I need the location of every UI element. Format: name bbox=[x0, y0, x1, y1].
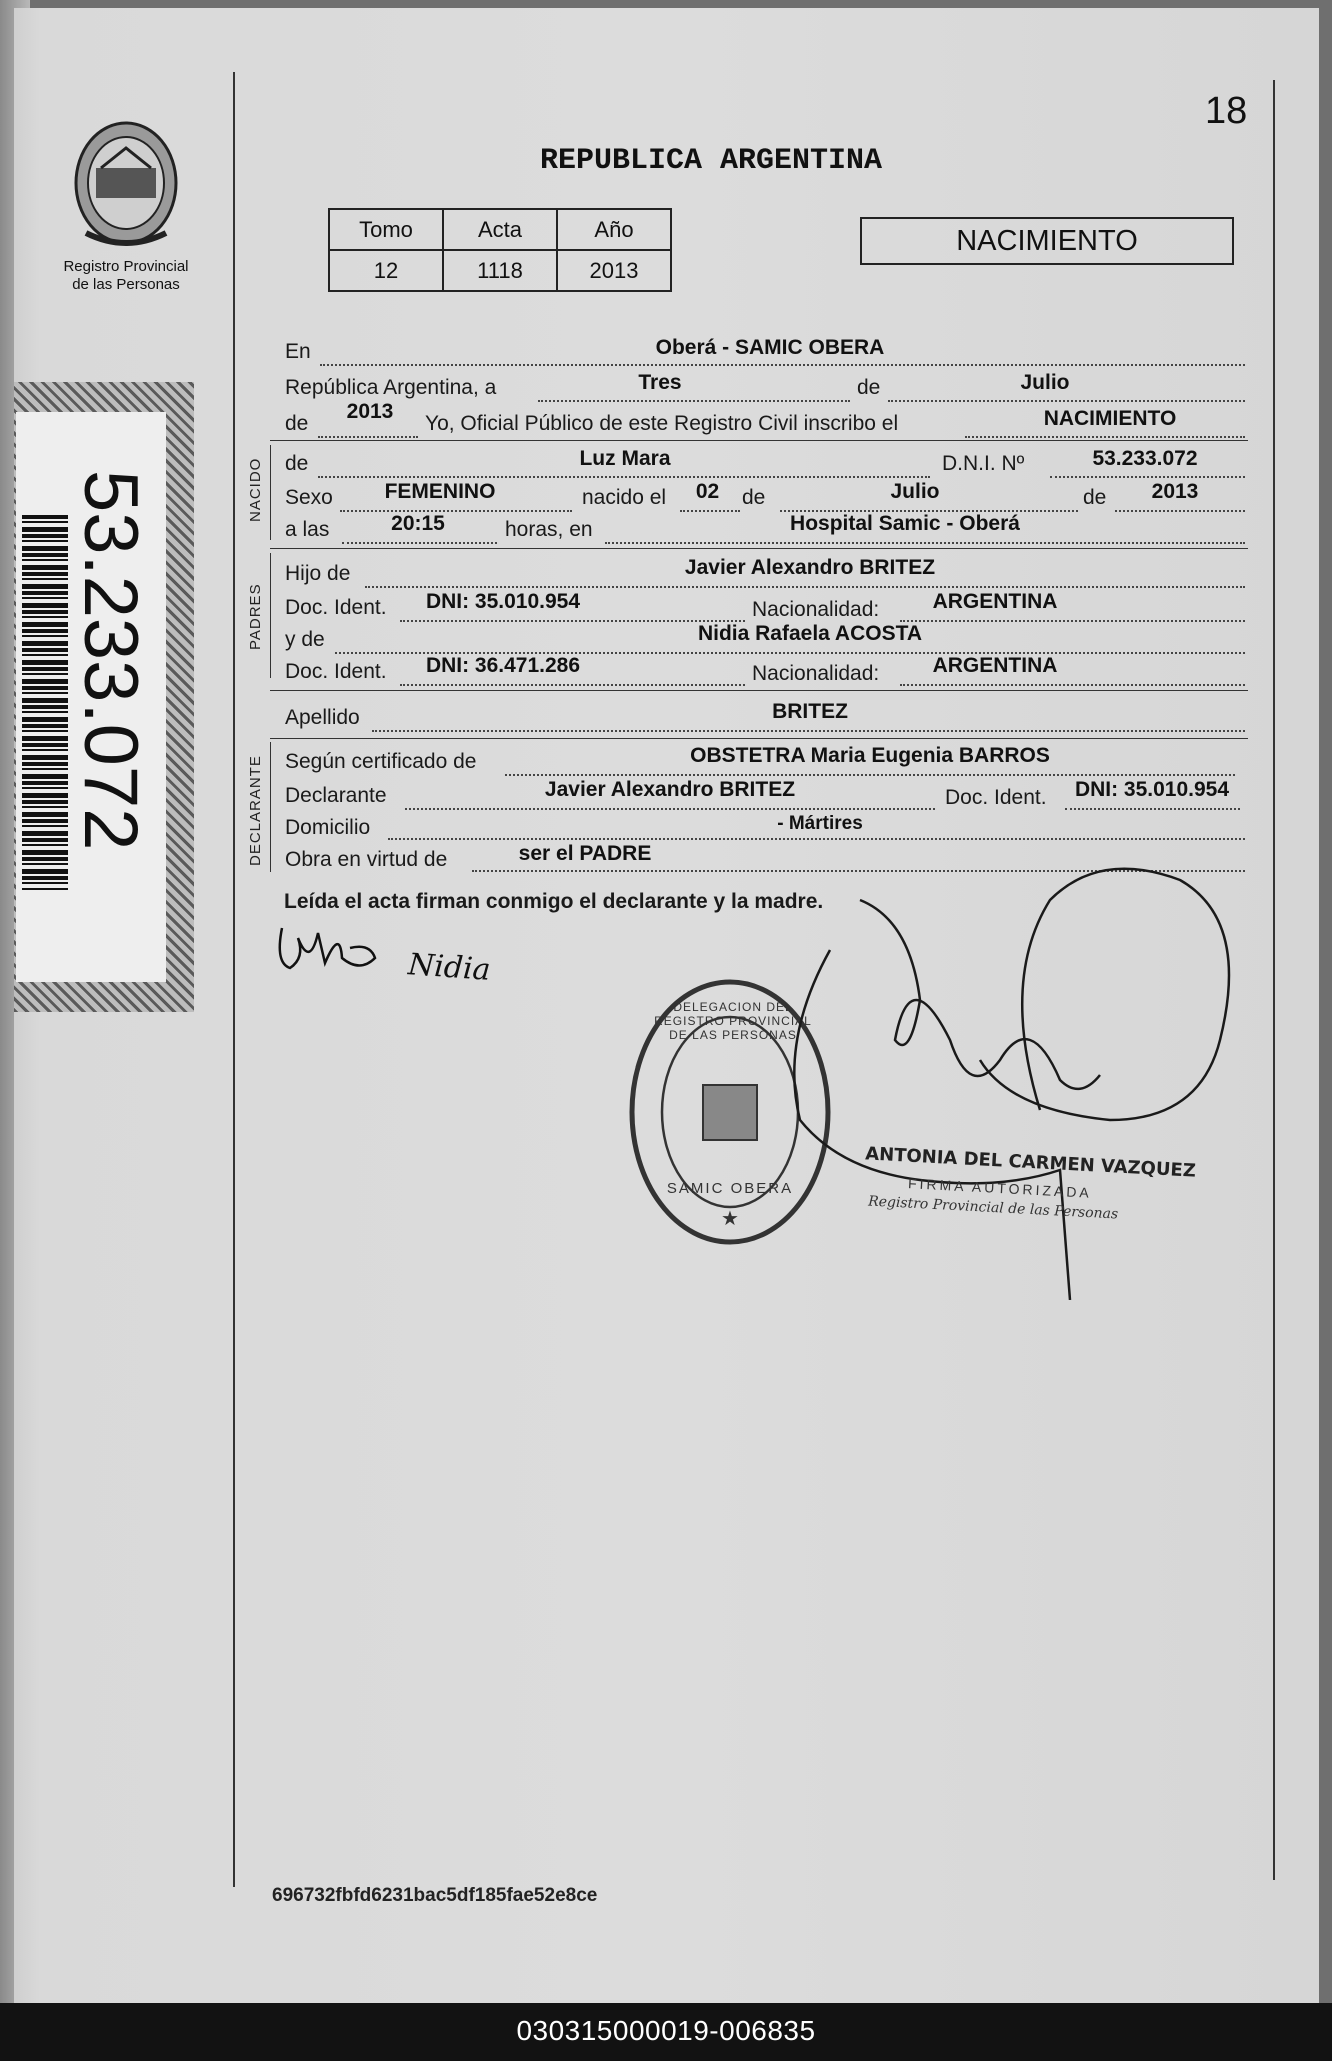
declarante-doc: DNI: 35.010.954 bbox=[1074, 778, 1230, 801]
obra-label: Obra en virtud de bbox=[285, 848, 448, 871]
anio-value: 2013 bbox=[346, 400, 394, 423]
apellido-label: Apellido bbox=[285, 706, 360, 729]
closing-text: Leída el acta firman conmigo el declarante y la madre. bbox=[284, 890, 824, 913]
madre-doc-label: Doc. Ident. bbox=[285, 660, 387, 683]
alas-label: a las bbox=[285, 518, 330, 541]
declarante-doc-dots bbox=[1065, 808, 1240, 810]
madre-doc: DNI: 36.471.286 bbox=[425, 654, 581, 677]
nacido-mes: Julio bbox=[890, 480, 940, 503]
nacido-de-label: de bbox=[285, 452, 309, 475]
nacido-section-label: NACIDO bbox=[247, 457, 264, 522]
mes-dots bbox=[888, 400, 1245, 402]
oficial-text: Yo, Oficial Público de este Registro Civil inscribo el bbox=[425, 412, 899, 435]
sexo-label: Sexo bbox=[285, 486, 333, 509]
document-hash: 696732fbfd6231bac5df185fae52e8ce bbox=[272, 1885, 598, 1906]
nacido-dia: 02 bbox=[695, 480, 720, 503]
stamp-official-office: Registro Provincial de las Personas bbox=[867, 1193, 1119, 1223]
inscribo-value: NACIMIENTO bbox=[1043, 407, 1177, 430]
madre-nac-dots bbox=[900, 684, 1245, 686]
horas-en-label: horas, en bbox=[505, 518, 593, 541]
nacido-de-label-2: de bbox=[742, 486, 766, 509]
segun-label: Según certificado de bbox=[285, 750, 477, 773]
madre-doc-dots bbox=[400, 684, 745, 686]
signature-madre: Nidia bbox=[406, 947, 492, 988]
nacido-bracket bbox=[270, 445, 271, 540]
padre-nacionalidad: ARGENTINA bbox=[932, 590, 1058, 613]
registry-institution: Registro Provincial de las Personas bbox=[63, 258, 189, 293]
padres-section-label: PADRES bbox=[247, 583, 264, 650]
dia-nac-dots bbox=[680, 510, 740, 512]
svg-text:★: ★ bbox=[721, 1208, 739, 1230]
divider-4 bbox=[270, 738, 1248, 739]
apellido-value: BRITEZ bbox=[772, 700, 848, 723]
de-label-2: de bbox=[285, 412, 309, 435]
obra-value: ser el PADRE bbox=[518, 842, 652, 865]
footer-code: 030315000019-006835 bbox=[516, 2015, 816, 2046]
barcode-number: 53.233.072 bbox=[68, 470, 153, 851]
footer-bar bbox=[0, 2003, 1332, 2061]
nacido-anio: 2013 bbox=[1151, 480, 1199, 503]
nombre-dots bbox=[318, 476, 930, 478]
padre-dots bbox=[365, 586, 1245, 588]
inscribo-dots bbox=[965, 436, 1245, 438]
declarante-dots bbox=[405, 808, 935, 810]
mes-value: Julio bbox=[1020, 371, 1070, 394]
padres-bracket bbox=[270, 553, 271, 678]
padre-doc-label: Doc. Ident. bbox=[285, 596, 387, 619]
dni-dots bbox=[1050, 476, 1245, 478]
signature-declarante-icon bbox=[270, 918, 390, 988]
republica-label: República Argentina, a bbox=[285, 376, 497, 399]
nacido-hora: 20:15 bbox=[391, 512, 445, 535]
divider-1 bbox=[270, 440, 1248, 441]
declarante-section-label: DECLARANTE bbox=[247, 755, 264, 866]
country-title: REPUBLICA ARGENTINA bbox=[540, 144, 883, 178]
nacido-el-label: nacido el bbox=[582, 486, 667, 509]
declarante-doc-label: Doc. Ident. bbox=[945, 786, 1047, 809]
divider-3 bbox=[270, 690, 1248, 691]
divider-2 bbox=[270, 548, 1248, 549]
en-value: Oberá - SAMIC OBERA bbox=[655, 336, 885, 359]
declarante-nombre: Javier Alexandro BRITEZ bbox=[544, 778, 796, 801]
province-seal-icon bbox=[66, 118, 186, 258]
de-label: de bbox=[857, 376, 881, 399]
col-anio: Año bbox=[557, 209, 671, 250]
madre-nac-label: Nacionalidad: bbox=[752, 662, 880, 685]
declarante-label: Declarante bbox=[285, 784, 387, 807]
stamp-round-text: DELEGACION DEL REGISTRO PROVINCIAL DE LAS PERSONAS bbox=[654, 1000, 812, 1042]
registry-table bbox=[328, 208, 672, 292]
padre-nac-label: Nacionalidad: bbox=[752, 598, 880, 621]
dia-dots bbox=[538, 400, 850, 402]
nacido-nombre: Luz Mara bbox=[579, 447, 671, 470]
anio-value: 2013 bbox=[557, 250, 671, 291]
official-signature-icon bbox=[780, 860, 1250, 1300]
apellido-dots bbox=[372, 730, 1245, 732]
dia-value: Tres bbox=[638, 371, 682, 394]
stamp-official-role: FIRMA AUTORIZADA bbox=[907, 1175, 1093, 1201]
act-type-box: NACIMIENTO bbox=[860, 217, 1234, 265]
tomo-value: 12 bbox=[329, 250, 443, 291]
lugar-dots bbox=[605, 542, 1245, 544]
certificado-value: OBSTETRA Maria Eugenia BARROS bbox=[690, 744, 1050, 767]
hijo-label: Hijo de bbox=[285, 562, 351, 585]
madre-nombre: Nidia Rafaela ACOSTA bbox=[697, 622, 923, 645]
domicilio-value: - Mártires bbox=[777, 813, 863, 834]
hora-dots bbox=[342, 542, 497, 544]
anio-nac-dots bbox=[1115, 510, 1245, 512]
page-number: 18 bbox=[1205, 90, 1248, 132]
col-acta: Acta bbox=[443, 209, 557, 250]
stamp-official-name: ANTONIA DEL CARMEN VAZQUEZ bbox=[864, 1143, 1197, 1182]
nacido-lugar: Hospital Samic - Oberá bbox=[790, 512, 1020, 535]
nacido-de-label-3: de bbox=[1083, 486, 1107, 509]
anio-dots bbox=[318, 436, 418, 438]
stamp-center-text: SAMIC OBERA bbox=[666, 1180, 794, 1197]
acta-value: 1118 bbox=[443, 250, 557, 291]
nacido-sexo: FEMENINO bbox=[384, 480, 496, 503]
domicilio-label: Domicilio bbox=[285, 816, 371, 839]
yde-label: y de bbox=[285, 628, 325, 651]
certificado-dots bbox=[505, 774, 1235, 776]
padre-nombre: Javier Alexandro BRITEZ bbox=[684, 556, 936, 579]
en-dots bbox=[320, 364, 1245, 366]
left-margin-line bbox=[233, 72, 235, 1887]
en-label: En bbox=[285, 340, 311, 363]
right-margin-line bbox=[1273, 80, 1275, 1880]
padre-doc: DNI: 35.010.954 bbox=[425, 590, 581, 613]
declarante-bracket bbox=[270, 742, 271, 872]
barcode-icon bbox=[22, 515, 68, 890]
madre-nacionalidad: ARGENTINA bbox=[932, 654, 1058, 677]
col-tomo: Tomo bbox=[329, 209, 443, 250]
dni-label: D.N.I. Nº bbox=[942, 452, 1025, 475]
nacido-dni: 53.233.072 bbox=[1092, 447, 1198, 470]
domicilio-dots bbox=[388, 838, 1245, 840]
